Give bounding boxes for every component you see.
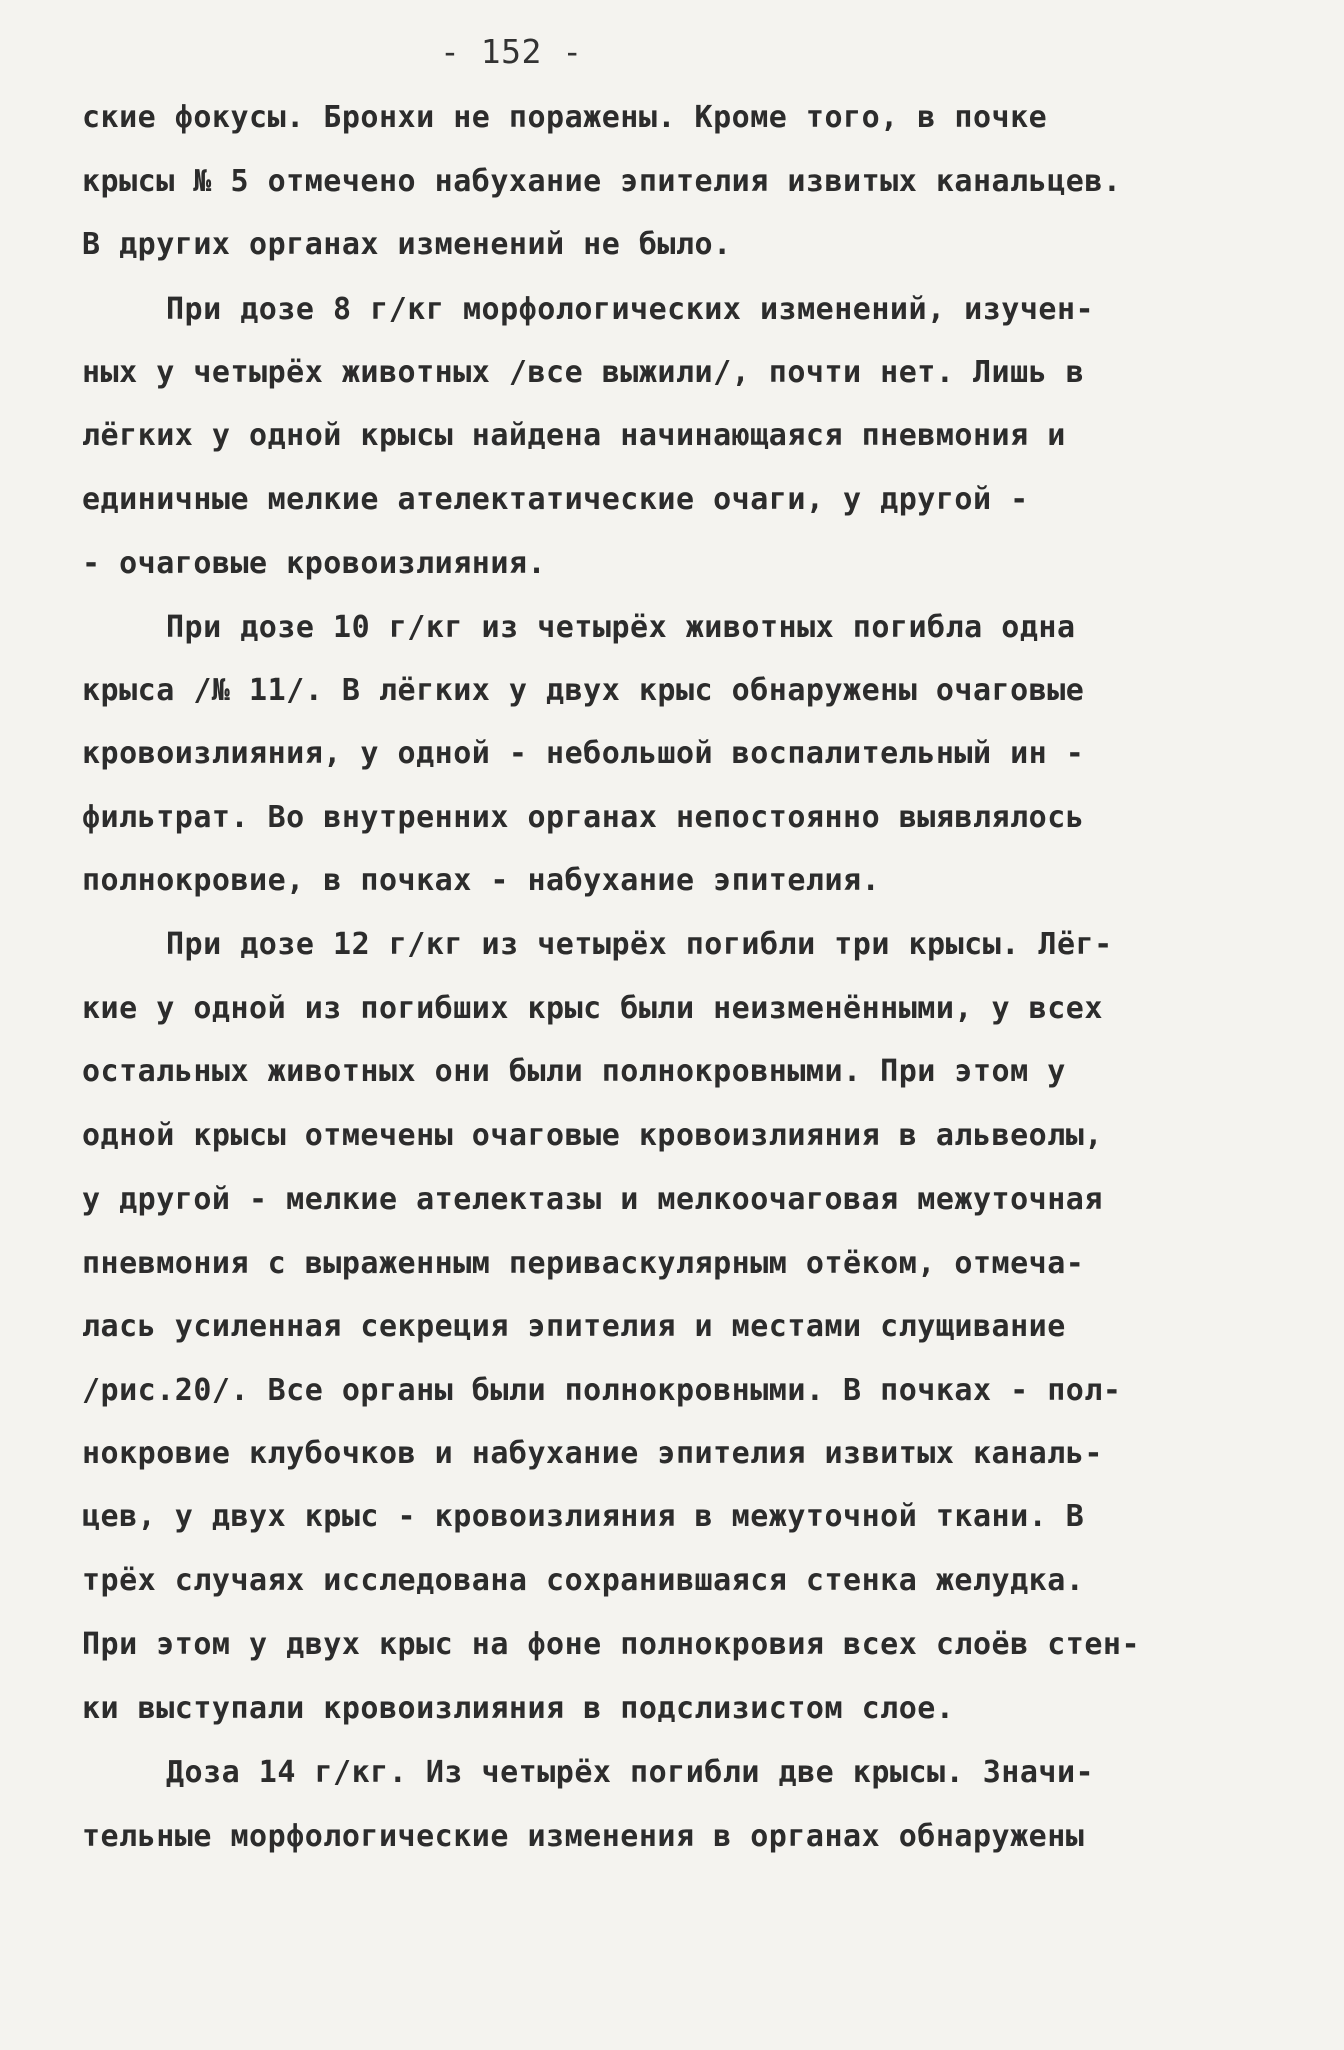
text-line: единичные мелкие ателектатические очаги, у другой - <box>82 482 1029 517</box>
text-line: пневмония с выраженным периваскулярным отёком, отмеча- <box>82 1246 1085 1281</box>
text-line: При дозе 10 г/кг из четырёх животных погибла одна <box>166 610 1076 645</box>
text-line: полнокровие, в почках - набухание эпителия. <box>82 863 881 898</box>
text-line: ские фокусы. Бронхи не поражены. Кроме того, в почке <box>82 100 1048 135</box>
text-line: одной крысы отмечены очаговые кровоизлияния в альвеолы, <box>82 1118 1103 1153</box>
text-line: нокровие клубочков и набухание эпителия извитых каналь- <box>82 1436 1103 1471</box>
text-line: При дозе 8 г/кг морфологических изменений, изучен- <box>166 292 1095 327</box>
text-line: Доза 14 г/кг. Из четырёх погибли две крысы. Значи- <box>166 1755 1095 1790</box>
text-line: трёх случаях исследована сохранившаяся стенка желудка. <box>82 1563 1085 1598</box>
text-line: фильтрат. Во внутренних органах непостоянно выявлялось <box>82 800 1085 835</box>
text-line: В других органах изменений не было. <box>82 227 732 262</box>
text-line: лась усиленная секреция эпителия и местами слущивание <box>82 1309 1066 1344</box>
text-line: ных у четырёх животных /все выжили/, почти нет. Лишь в <box>82 355 1085 390</box>
text-line: При этом у двух крыс на фоне полнокровия всех слоёв стен- <box>82 1627 1141 1662</box>
page-number: - 152 - <box>440 32 583 71</box>
text-line: ки выступали кровоизлияния в подслизистом слое. <box>82 1691 955 1726</box>
text-line: тельные морфологические изменения в органах обнаружены <box>82 1819 1085 1854</box>
text-line: кровоизлияния, у одной - небольшой воспалительный ин - <box>82 736 1085 771</box>
text-line: лёгких у одной крысы найдена начинающаяся пневмония и <box>82 418 1066 453</box>
text-line: крыса /№ 11/. В лёгких у двух крыс обнаружены очаговые <box>82 673 1085 708</box>
text-line: крысы № 5 отмечено набухание эпителия извитых канальцев. <box>82 164 1122 199</box>
text-line: остальных животных они были полнокровными. При этом у <box>82 1054 1066 1089</box>
text-line: /рис.20/. Все органы были полнокровными. В почках - пол- <box>82 1373 1122 1408</box>
text-line: кие у одной из погибших крыс были неизменёнными, у всех <box>82 991 1103 1026</box>
text-line: При дозе 12 г/кг из четырёх погибли три крысы. Лёг- <box>166 927 1113 962</box>
text-line: у другой - мелкие ателектазы и мелкоочаговая межуточная <box>82 1182 1103 1217</box>
text-line: - очаговые кровоизлияния. <box>82 546 547 581</box>
text-line: цев, у двух крыс - кровоизлияния в межуточной ткани. В <box>82 1499 1085 1534</box>
